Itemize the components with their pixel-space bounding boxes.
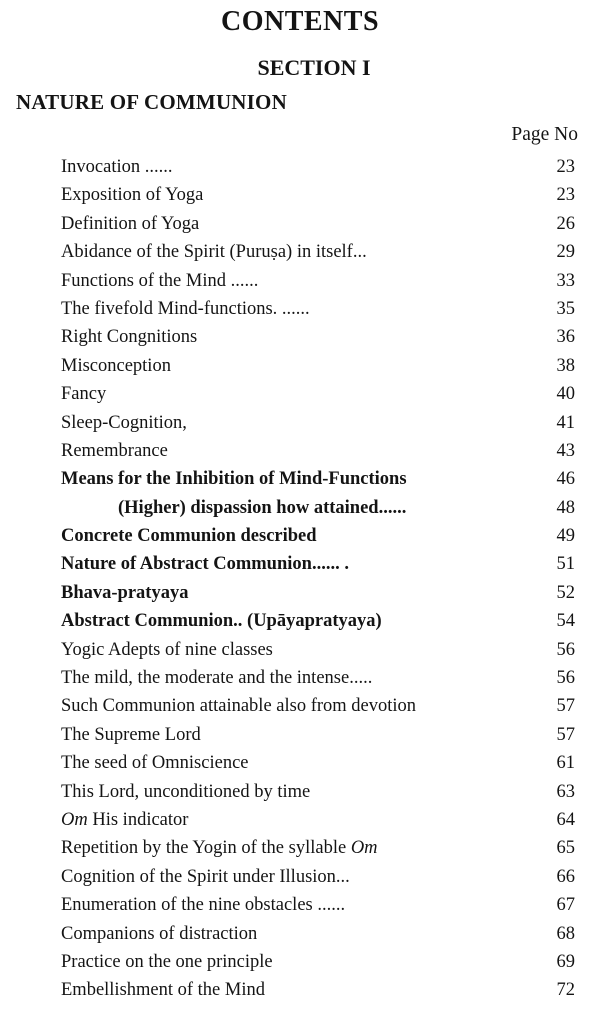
toc-entry-page-number: 67: [556, 895, 575, 916]
toc-entry-title: Sleep-Cognition,: [61, 412, 187, 433]
toc-entry: [0, 692, 600, 720]
toc-entry-page-number: 69: [556, 951, 575, 972]
toc-entry: [0, 806, 600, 834]
toc-entry: [0, 409, 600, 437]
table-of-contents: [0, 153, 600, 1005]
toc-entry: [0, 522, 600, 550]
toc-entry-page-number: 49: [556, 526, 575, 547]
toc-entry: [0, 210, 600, 238]
toc-entry: [0, 437, 600, 465]
toc-entry: [0, 352, 600, 380]
toc-entry: [0, 920, 600, 948]
toc-entry: [0, 664, 600, 692]
toc-entry-page-number: 65: [556, 838, 575, 859]
toc-entry-page-number: 41: [556, 412, 575, 433]
toc-entry-title: The seed of Omniscience: [61, 753, 249, 774]
toc-entry-page-number: 68: [556, 923, 575, 944]
toc-entry: [0, 607, 600, 635]
toc-entry-title: Definition of Yoga: [61, 213, 200, 234]
toc-entry-title: Functions of the Mind ......: [61, 270, 259, 291]
toc-entry-page-number: 40: [556, 384, 575, 405]
toc-entry-title: Fancy: [61, 384, 107, 405]
toc-entry-page-number: 36: [556, 327, 575, 348]
page-number-column-label: Page No: [511, 124, 578, 145]
toc-entry: [0, 181, 600, 209]
section-heading: SECTION I: [257, 55, 371, 80]
toc-entry-page-number: 63: [556, 781, 575, 802]
toc-entry-title: The fivefold Mind-functions. ......: [61, 298, 310, 319]
toc-entry-title: Nature of Abstract Communion...... .: [61, 554, 349, 575]
toc-entry-page-number: 57: [556, 724, 575, 745]
toc-entry-title: Practice on the one principle: [61, 951, 273, 972]
toc-entry-page-number: 48: [556, 497, 575, 518]
toc-entry-title: The mild, the moderate and the intense.....: [61, 668, 373, 689]
toc-entry-page-number: 56: [556, 668, 575, 689]
toc-entry: [0, 295, 600, 323]
toc-entry-page-number: 23: [556, 157, 575, 177]
toc-entry-title: Yogic Adepts of nine classes: [61, 639, 273, 660]
toc-entry: [0, 749, 600, 777]
toc-entry-title: Abstract Communion.. (Upāyapratyaya): [61, 611, 382, 632]
toc-entry-title: [61, 834, 378, 862]
toc-entry: [0, 579, 600, 607]
toc-entry-title: Cognition of the Spirit under Illusion...: [61, 866, 350, 887]
toc-entry-page-number: 72: [556, 980, 575, 1001]
toc-entry-title: Means for the Inhibition of Mind-Functions: [61, 469, 407, 490]
toc-entry-page-number: 35: [556, 298, 575, 319]
toc-entry-page-number: 56: [556, 639, 575, 660]
toc-entry-title: Such Communion attainable also from devotion: [61, 696, 417, 717]
toc-entry-title-italic: Om: [350, 838, 378, 859]
toc-entry-title: Abidance of the Spirit (Puruṣa) in itself...: [61, 242, 367, 263]
toc-entry-page-number: 61: [556, 753, 575, 774]
toc-entry-title-text: Repetition by the Yogin of the syllable: [61, 838, 351, 859]
toc-entry: [0, 636, 600, 664]
toc-entry: [0, 976, 600, 1004]
toc-entry: [0, 153, 600, 181]
toc-entry-title: Right Congnitions: [61, 327, 198, 348]
toc-entry: [0, 721, 600, 749]
toc-entry-page-number: 54: [556, 611, 575, 632]
toc-entry: [0, 863, 600, 891]
toc-entry-title: Embellishment of the Mind: [61, 980, 265, 1001]
toc-entry-title: Remembrance: [61, 440, 168, 461]
toc-entry: [0, 380, 600, 408]
toc-entry: [0, 494, 600, 522]
toc-entry-page-number: 33: [556, 270, 575, 291]
toc-entry-title: Exposition of Yoga: [61, 185, 204, 206]
toc-entry: [0, 778, 600, 806]
toc-entry-title: Enumeration of the nine obstacles ......: [61, 895, 346, 916]
toc-entry-page-number: 66: [556, 866, 575, 887]
toc-entry-title: Bhava-pratyaya: [61, 582, 189, 603]
toc-entry-title: Misconception: [61, 355, 171, 376]
toc-entry-title: Companions of distraction: [61, 923, 258, 944]
toc-entry-title-text: His indicator: [87, 809, 189, 830]
toc-entry-title: This Lord, unconditioned by time: [61, 781, 311, 802]
toc-entry-title: [61, 806, 188, 834]
toc-entry: [0, 267, 600, 295]
toc-entry-page-number: 51: [556, 554, 575, 575]
toc-entry-title: The Supreme Lord: [61, 724, 201, 745]
toc-entry: [0, 238, 600, 266]
contents-heading: CONTENTS: [220, 6, 380, 37]
toc-entry-page-number: 29: [556, 242, 575, 263]
toc-entry-page-number: 52: [556, 582, 575, 603]
toc-entry-title-italic: Om: [61, 809, 88, 830]
toc-entry-title: Concrete Communion described: [61, 526, 317, 547]
toc-entry: [0, 550, 600, 578]
toc-entry: [0, 834, 600, 862]
toc-entry-page-number: 38: [556, 355, 575, 376]
toc-entry: [0, 465, 600, 493]
toc-entry-title: (Higher) dispassion how attained......: [118, 497, 407, 518]
toc-entry-page-number: 26: [556, 213, 575, 234]
toc-entry-page-number: 23: [556, 185, 575, 206]
toc-entry: [0, 323, 600, 351]
toc-entry: [0, 891, 600, 919]
part-heading: NATURE OF COMMUNION: [16, 90, 287, 114]
toc-entry-title: Invocation ......: [61, 157, 173, 177]
toc-entry-page-number: 46: [556, 469, 575, 490]
toc-entry-page-number: 43: [556, 440, 575, 461]
toc-entry-page-number: 57: [556, 696, 575, 717]
toc-entry-page-number: 64: [556, 809, 575, 830]
toc-entry: [0, 948, 600, 976]
